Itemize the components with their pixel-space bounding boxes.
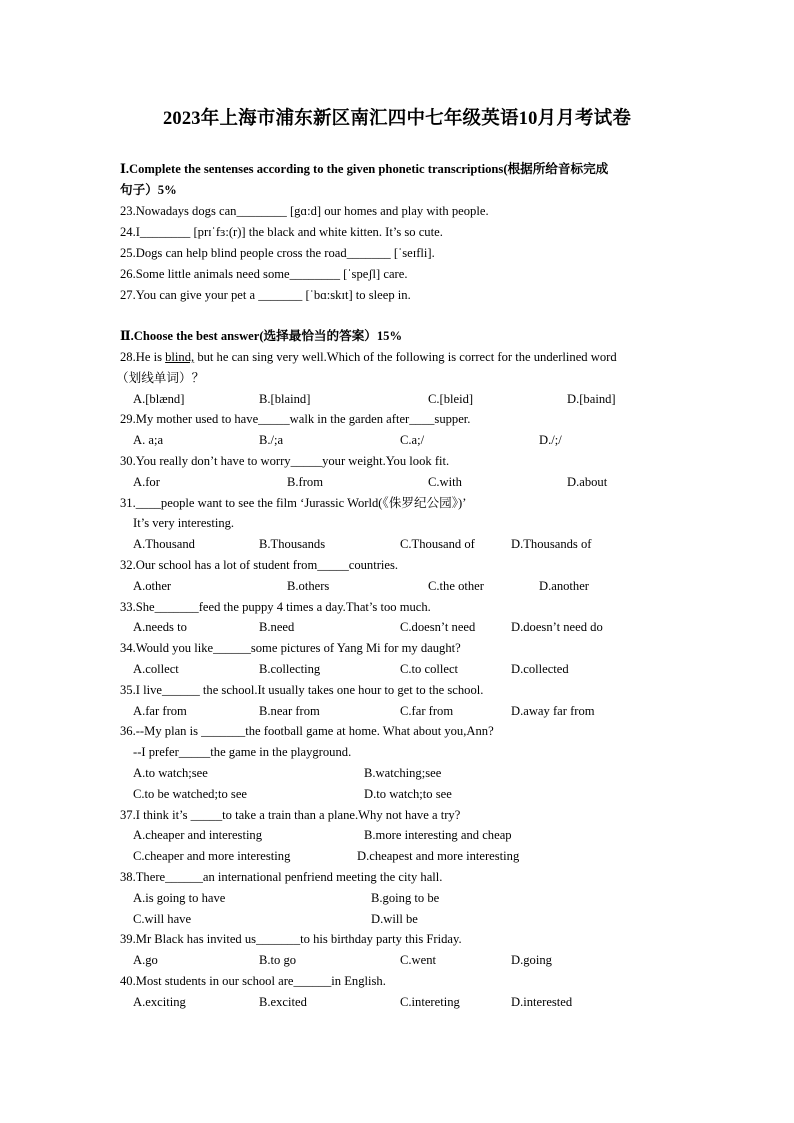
option-38-c: C.will have: [133, 912, 192, 926]
question-28-post: but he can sing very well.Which of the following is correct for the underlined word: [194, 350, 617, 364]
option-36-b: B.watching;see: [364, 766, 442, 780]
question-28: [120, 349, 617, 365]
question-24: 24.I________ [prɪˈfɜ:(r)] the black and white kitten. It’s so cute.: [120, 225, 443, 239]
option-34-b: B.collecting: [259, 662, 321, 676]
option-37-a: A.cheaper and interesting: [133, 828, 263, 842]
option-40-c: C.intereting: [400, 995, 460, 1009]
question-26: 26.Some little animals need some________ [ˈspeʃl] care.: [120, 267, 408, 281]
option-39-d: D.going: [511, 953, 552, 967]
option-37-b: B.more interesting and cheap: [364, 828, 512, 842]
option-28-d: D.[baind]: [567, 392, 616, 406]
option-34-c: C.to collect: [400, 662, 459, 676]
option-35-c: C.far from: [400, 704, 454, 718]
option-40-a: A.exciting: [133, 995, 186, 1009]
question-31-cont: It’s very interesting.: [133, 516, 235, 530]
question-38: 38.There______an international penfriend meeting the city hall.: [120, 870, 443, 884]
option-31-d: D.Thousands of: [511, 537, 592, 551]
option-28-a: A.[blænd]: [133, 392, 185, 406]
option-33-b: B.need: [259, 620, 295, 634]
question-29: 29.My mother used to have_____walk in the garden after____supper.: [120, 412, 471, 426]
question-37: 37.I think it’s _____to take a train than a plane.Why not have a try?: [120, 808, 461, 822]
section2-heading: Ⅱ.Choose the best answer(选择最恰当的答案）15%: [120, 329, 403, 343]
question-40: 40.Most students in our school are______in English.: [120, 974, 386, 988]
option-36-c: C.to be watched;to see: [133, 787, 248, 801]
option-35-b: B.near from: [259, 704, 320, 718]
question-30: 30.You really don’t have to worry_____your weight.You look fit.: [120, 454, 450, 468]
option-36-a: A.to watch;see: [133, 766, 208, 780]
option-29-c: C.a;/: [400, 433, 425, 447]
option-39-b: B.to go: [259, 953, 297, 967]
question-33: 33.She_______feed the puppy 4 times a day.That’s too much.: [120, 600, 431, 614]
option-40-b: B.excited: [259, 995, 307, 1009]
option-31-c: C.Thousand of: [400, 537, 475, 551]
option-40-d: D.interested: [511, 995, 573, 1009]
option-34-a: A.collect: [133, 662, 179, 676]
question-35: 35.I live______ the school.It usually takes one hour to get to the school.: [120, 683, 484, 697]
question-39: 39.Mr Black has invited us_______to his birthday party this Friday.: [120, 932, 462, 946]
option-30-d: D.about: [567, 475, 608, 489]
question-32: 32.Our school has a lot of student from_____countries.: [120, 558, 399, 572]
option-31-a: A.Thousand: [133, 537, 195, 551]
section1-heading: Ⅰ.Complete the sentenses according to the given phonetic transcriptions(根据所给音标完成: [120, 162, 609, 176]
option-31-b: B.Thousands: [259, 537, 326, 551]
option-35-d: D.away far from: [511, 704, 595, 718]
question-27: 27.You can give your pet a _______ [ˈbɑ:skɪt] to sleep in.: [120, 288, 411, 302]
option-30-b: B.from: [287, 475, 324, 489]
option-39-c: C.went: [400, 953, 437, 967]
option-29-d: D./;/: [539, 433, 562, 447]
option-38-d: D.will be: [371, 912, 418, 926]
option-30-a: A.for: [133, 475, 160, 489]
option-34-d: D.collected: [511, 662, 569, 676]
underlined-word: blind,: [165, 350, 195, 364]
option-29-b: B./;a: [259, 433, 284, 447]
option-28-b: B.[blaind]: [259, 392, 311, 406]
option-29-a: A. a;a: [133, 433, 164, 447]
option-38-a: A.is going to have: [133, 891, 226, 905]
option-32-c: C.the other: [428, 579, 484, 593]
question-34: 34.Would you like______some pictures of Yang Mi for my daught?: [120, 641, 461, 655]
question-28-cont: （划线单词）？: [116, 371, 205, 385]
option-38-b: B.going to be: [371, 891, 440, 905]
option-28-c: C.[bleid]: [428, 392, 474, 406]
option-33-a: A.needs to: [133, 620, 187, 634]
question-31: 31.____people want to see the film ‘Jurassic World(《侏罗纪公园》)’: [120, 496, 467, 510]
page-title: 2023年上海市浦东新区南汇四中七年级英语10月月考试卷: [162, 109, 632, 129]
option-32-d: D.another: [539, 579, 590, 593]
option-37-c: C.cheaper and more interesting: [133, 849, 291, 863]
question-28-pre: 28.He is: [120, 350, 166, 364]
option-39-a: A.go: [133, 953, 158, 967]
option-33-c: C.doesn’t need: [400, 620, 476, 634]
option-36-d: D.to watch;to see: [364, 787, 452, 801]
question-36-cont: --I prefer_____the game in the playground.: [133, 745, 352, 759]
option-32-b: B.others: [287, 579, 330, 593]
option-35-a: A.far from: [133, 704, 187, 718]
option-37-d: D.cheapest and more interesting: [357, 849, 520, 863]
question-36: 36.--My plan is _______the football game at home. What about you,Ann?: [120, 724, 494, 738]
question-25: 25.Dogs can help blind people cross the road_______ [ˈseɪfli].: [120, 246, 435, 260]
option-32-a: A.other: [133, 579, 172, 593]
section1-heading-cont: 句子）5%: [120, 183, 177, 197]
option-33-d: D.doesn’t need do: [511, 620, 603, 634]
option-30-c: C.with: [428, 475, 462, 489]
question-23: 23.Nowadays dogs can________ [gɑ:d] our homes and play with people.: [120, 204, 489, 218]
